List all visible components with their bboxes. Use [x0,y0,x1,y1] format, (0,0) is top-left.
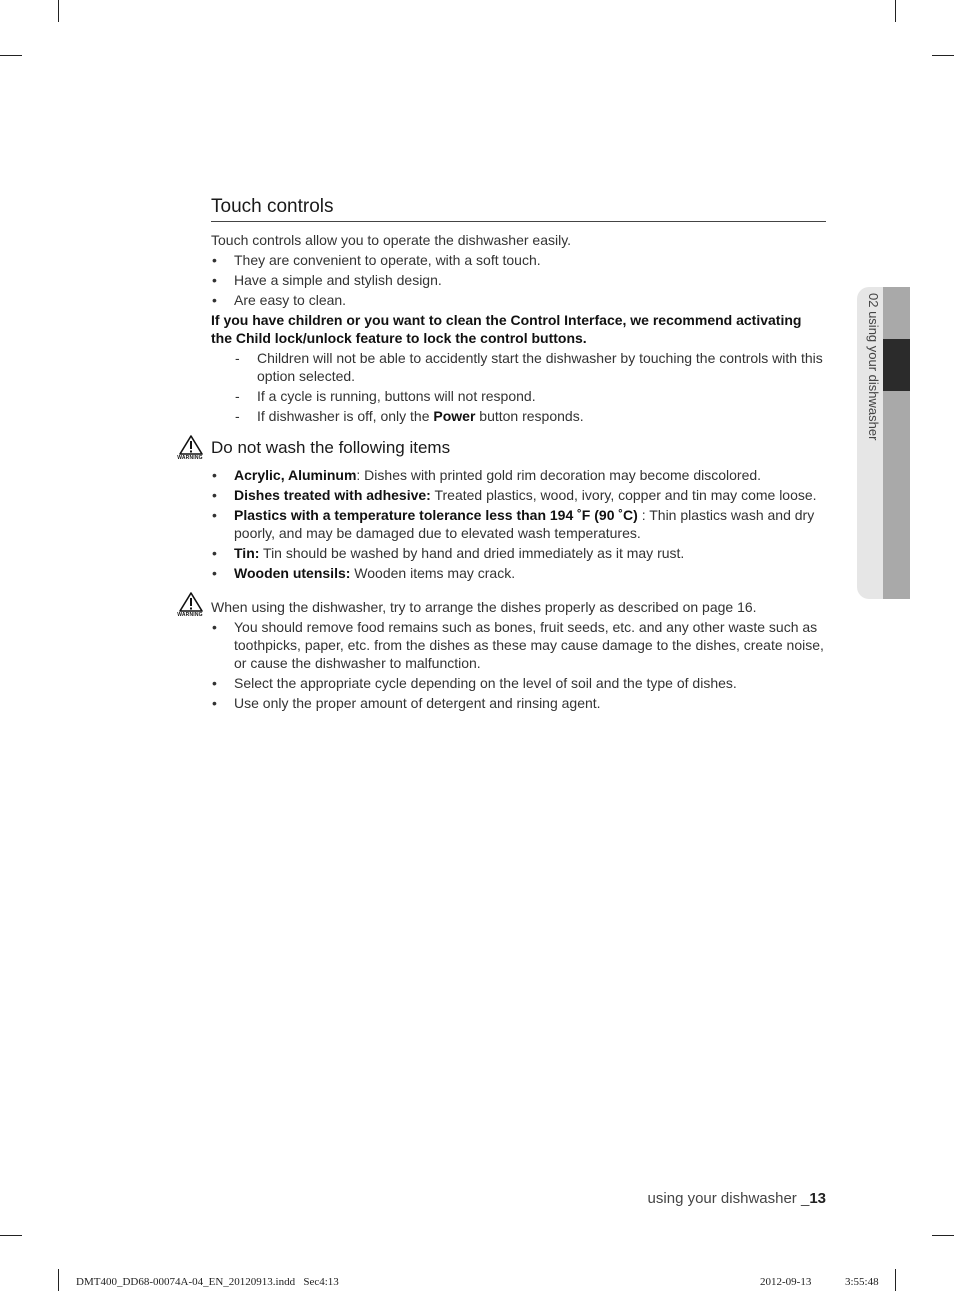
item-title: Dishes treated with adhesive: [234,487,431,503]
side-tab-marker [883,339,910,391]
warning-heading: Do not wash the following items [211,438,451,457]
warning-text: When using the dishwasher, try to arrange the dishes properly as described on page 16. [211,599,757,615]
list-item [211,407,826,425]
list-item [211,466,826,484]
item-title: Acrylic, Aluminum [234,467,357,483]
section-title: Touch controls [211,196,826,222]
crop-mark [932,55,954,56]
child-lock-note: If you have children or you want to clean the Control Interface, we recommend activating the Child lock/unlock feature to lock the control buttons. [211,312,802,346]
print-slug-file: DMT400_DD68-00074A-04_EN_20120913.indd Sec4:13 [76,1276,339,1288]
warning-icon-label: WARNING [177,612,203,618]
do-not-wash-list [211,466,826,582]
list-item: • Use only the proper amount of detergent and rinsing agent. [211,694,826,712]
crop-mark [932,1235,954,1236]
chapter-side-tab [857,287,910,599]
warning-block-arrange [177,598,826,712]
item-title: Plastics with a temperature tolerance less than 194 ˚F (90 ˚C) [234,507,638,523]
page-content [177,196,826,712]
print-slug-date: 2012-09-13 [760,1276,812,1288]
list-item: • Have a simple and stylish design. [211,271,826,289]
side-tab-bar [883,287,910,599]
page-footer [648,1190,826,1207]
crop-mark [58,0,59,22]
crop-mark [895,1269,896,1291]
list-item: • Select the appropriate cycle depending on the level of soil and the type of dishes. [211,674,826,692]
list-item: • They are convenient to operate, with a soft touch. [211,251,826,269]
warning-icon [173,592,207,622]
item-text: : Dishes with printed gold rim decoration may become discolored. [356,467,762,483]
warning-icon [173,435,207,465]
item-title: Tin: [234,545,260,561]
feature-list [211,251,826,309]
list-item [211,544,826,562]
list-item [211,564,826,582]
list-item: - Children will not be able to accidently start the dishwasher by touching the controls with this option selected. [211,349,826,385]
print-slug-time: 3:55:48 [845,1276,879,1288]
side-tab-label: 02 using your dishwasher [866,293,881,441]
item-text: Treated plastics, wood, ivory, copper and tin may come loose. [430,487,817,503]
intro-text: Touch controls allow you to operate the dishwasher easily. [211,232,572,248]
list-item [211,486,826,504]
crop-mark [0,55,22,56]
warning-block-do-not-wash [177,438,826,582]
dash-text: If dishwasher is off, only the [257,408,434,424]
power-label: Power [433,408,476,424]
item-title: Wooden utensils: [234,565,351,581]
crop-mark [58,1269,59,1291]
list-item [211,506,826,542]
dash-text: button responds. [475,408,584,424]
item-text: Tin should be washed by hand and dried immediately as it may rust. [259,545,685,561]
child-lock-details [211,349,826,425]
item-text: : Thin plastics wash and dry poorly, and may be damaged due to elevated wash temperatures. [234,507,815,541]
arrange-list [211,618,826,712]
list-item: • Are easy to clean. [211,291,826,309]
list-item: • You should remove food remains such as bones, fruit seeds, etc. and any other waste such as toothpicks, paper, etc. from the dishes as these may cause damage to the dishes, create noise, or cause the dishwasher to malfunction. [211,618,826,672]
item-text: Wooden items may crack. [350,565,516,581]
footer-text: using your dishwasher _ [647,1190,810,1207]
warning-icon-label: WARNING [177,455,203,461]
page-number: 13 [809,1190,826,1207]
crop-mark [895,0,896,22]
list-item: - If a cycle is running, buttons will not respond. [211,387,826,405]
crop-mark [0,1235,22,1236]
